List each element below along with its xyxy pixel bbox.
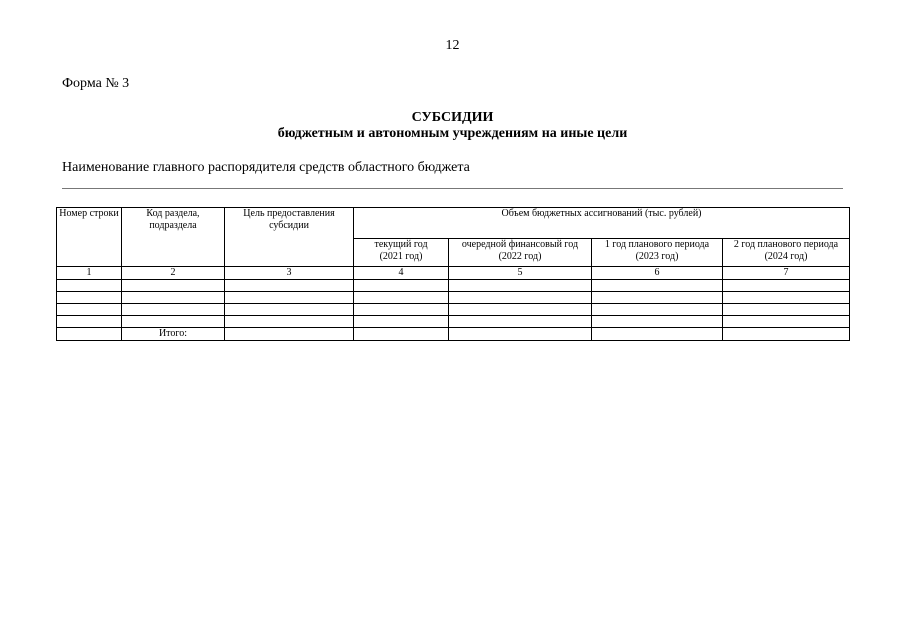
table-cell [449,328,592,341]
subheader-line2: (2022 год) [498,251,542,262]
column-number: 3 [225,267,354,280]
subsidy-table [56,207,850,341]
column-number: 5 [449,267,592,280]
subheader-line2: (2024 год) [764,251,808,262]
table-cell [354,304,449,316]
table-cell [122,292,225,304]
table-cell [57,328,122,341]
table-cell [592,292,723,304]
total-label: Итого: [122,328,225,341]
column-number: 6 [592,267,723,280]
table-cell [122,304,225,316]
table-cell [723,280,850,292]
table-cell [723,316,850,328]
subheader-line1: 1 год планового периода [604,239,710,250]
table-row [57,280,850,292]
table-cell [449,304,592,316]
organization-label: Наименование главного распорядителя средств областного бюджета [62,160,470,175]
table-cell [354,328,449,341]
table-row [57,316,850,328]
document-subtitle: бюджетным и автономным учреждениям на иные цели [277,126,628,141]
table-cell [592,280,723,292]
page-number: 12 [445,38,460,53]
header-row-number: Номер строки [57,208,122,267]
table-cell [57,316,122,328]
table-row [57,304,850,316]
table-cell [225,328,354,341]
table-cell [225,304,354,316]
table-cell [225,292,354,304]
table-cell [592,316,723,328]
table-cell [449,316,592,328]
table-cell [723,304,850,316]
subheader-plan-year-1 [592,239,723,267]
table-cell [592,328,723,341]
subheader-next-year [449,239,592,267]
table-cell [354,292,449,304]
table-row [57,292,850,304]
table-header-row [57,208,850,239]
table-cell [122,280,225,292]
subheader-line2: (2023 год) [635,251,679,262]
table-cell [225,316,354,328]
table-cell [122,316,225,328]
subheader-line1: очередной финансовый год [461,239,579,250]
document-title: СУБСИДИИ [411,110,494,125]
table-cell [723,328,850,341]
table-cell [449,292,592,304]
form-label: Форма № 3 [62,76,130,91]
organization-fill-line [62,188,843,189]
header-purpose: Цель предоставления субсидии [225,208,354,267]
table-cell [354,280,449,292]
table-cell [225,280,354,292]
table-cell [57,304,122,316]
subheader-current-year [354,239,449,267]
header-allocations: Объем бюджетных ассигнований (тыс. рублей) [354,208,850,239]
subheader-line1: 2 год планового периода [733,239,839,250]
subheader-plan-year-2 [723,239,850,267]
column-number: 7 [723,267,850,280]
header-section-code: Код раздела, подраздела [122,208,225,267]
subheader-line1: текущий год [374,239,428,250]
subheader-line2: (2021 год) [379,251,423,262]
column-number-row [57,267,850,280]
table-cell [723,292,850,304]
column-number: 2 [122,267,225,280]
table-cell [57,280,122,292]
table-cell [57,292,122,304]
table-cell [592,304,723,316]
column-number: 4 [354,267,449,280]
table-cell [354,316,449,328]
total-row [57,328,850,341]
table-cell [449,280,592,292]
column-number: 1 [57,267,122,280]
